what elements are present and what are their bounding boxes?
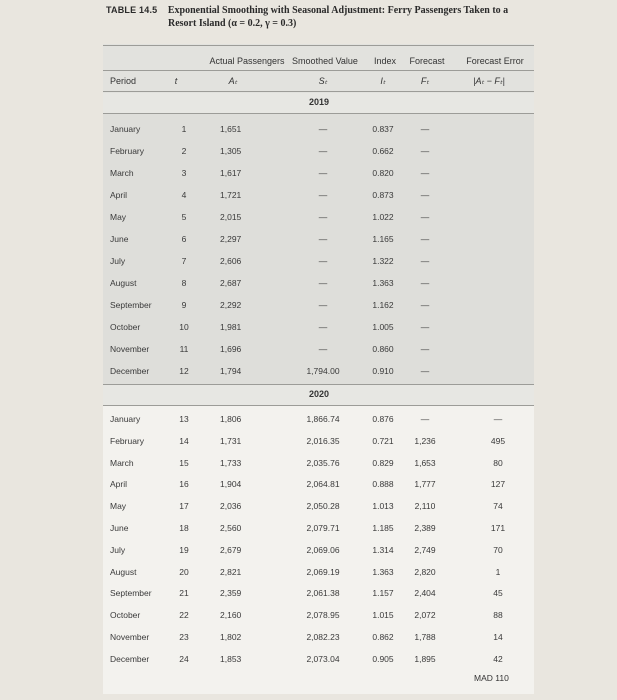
actual-cell: 2,679 [220,544,242,555]
table-row [103,120,534,142]
actual-cell: 1,853 [220,653,242,664]
t-cell: 1 [181,124,187,134]
forecast-cell: 1,895 [414,653,436,664]
period-cell: July [110,544,126,555]
actual-cell: 1,794 [220,366,242,376]
index-cell: 0.662 [372,146,394,156]
table-row [103,475,534,497]
forecast-cell: — [420,278,430,288]
period-cell: May [110,501,127,512]
table-row [103,362,534,384]
forecast-cell: — [420,366,430,376]
table-row [103,252,534,274]
smoothed-cell: — [318,124,328,134]
header-smoothed-symbol: Sₜ [318,76,328,86]
t-cell: 7 [181,256,187,266]
index-cell: 1.363 [372,278,394,288]
error-cell: 42 [493,653,503,664]
table-row [103,432,534,454]
actual-cell: 1,731 [220,435,242,446]
index-cell: 1.013 [372,501,394,512]
table-row [103,318,534,340]
t-cell: 4 [181,190,187,200]
period-cell: November [110,632,150,642]
actual-cell: 2,606 [220,256,242,266]
forecast-cell: — [420,322,430,332]
smoothed-cell: 2,073.04 [306,653,340,664]
actual-cell: 2,359 [220,588,242,599]
period-cell: February [110,146,145,156]
t-cell: 23 [179,632,189,642]
t-cell: 17 [179,501,189,512]
error-cell: 171 [490,523,506,533]
table-row [103,164,534,186]
table-row [103,296,534,318]
index-cell: 0.721 [372,435,394,446]
t-cell: 3 [181,168,187,178]
forecast-cell: 2,389 [414,523,436,533]
period-cell: August [110,278,137,288]
t-cell: 12 [179,366,189,376]
index-cell: 0.837 [372,124,394,134]
period-cell: April [110,190,128,200]
forecast-cell: — [420,190,430,200]
smoothed-cell: 2,035.76 [306,457,340,468]
forecast-cell: 2,749 [414,544,436,555]
t-cell: 5 [181,212,187,222]
actual-cell: 1,305 [220,146,242,156]
forecast-cell: — [420,212,430,222]
forecast-cell: 2,404 [414,588,436,599]
table-row [103,650,534,672]
period-cell: October [110,322,141,332]
index-cell: 1.363 [372,566,394,577]
period-cell: August [110,566,137,577]
table-row [103,410,534,432]
actual-cell: 1,721 [220,190,242,200]
mad-value: MAD 110 [474,673,509,683]
table-row [103,454,534,476]
period-cell: June [110,523,129,533]
period-cell: December [110,653,150,664]
error-cell: 74 [493,501,503,512]
period-cell: June [110,234,129,244]
actual-cell: 2,292 [220,300,242,310]
index-cell: 0.910 [372,366,394,376]
index-cell: 0.905 [372,653,394,664]
header-index: Index [373,56,397,66]
t-cell: 19 [179,544,189,555]
error-cell: 14 [493,632,503,642]
table-subtitle: Resort Island (α = 0.2, γ = 0.3) [168,18,297,29]
period-cell: May [110,212,127,222]
table-title: Exponential Smoothing with Seasonal Adjustment: Ferry Passengers Taken to a [167,5,509,16]
actual-cell: 1,904 [220,479,242,490]
actual-cell: 2,560 [220,523,242,533]
index-cell: 0.862 [372,632,394,642]
header-error: Forecast Error [466,56,524,66]
error-cell: 495 [490,435,506,446]
table-caption [106,4,566,30]
smoothed-cell: 2,082.23 [306,632,340,642]
year-label: 2019 [309,97,330,107]
index-cell: 0.873 [372,190,394,200]
forecast-cell: 2,072 [414,610,436,621]
table-row [103,186,534,208]
table-row [103,208,534,230]
period-cell: January [110,414,141,424]
error-cell: 80 [493,457,503,468]
actual-cell: 1,617 [220,168,242,178]
table-row [103,230,534,252]
actual-cell: 2,036 [220,501,242,512]
period-cell: December [110,366,150,376]
year-row-2019 [103,93,534,113]
actual-cell: 2,160 [220,610,242,621]
rows-2019 [103,114,534,384]
index-cell: 1.015 [372,610,394,621]
forecast-cell: — [420,256,430,266]
t-cell: 16 [179,479,189,490]
error-cell: 70 [493,544,503,555]
period-cell: July [110,256,126,266]
period-cell: November [110,344,150,354]
rows-2020 [103,406,534,670]
header-actual-symbol: Aₜ [228,76,238,86]
index-cell: 1.157 [372,588,394,599]
t-cell: 6 [181,234,187,244]
smoothed-cell: 1,794.00 [306,366,340,376]
table-row [103,606,534,628]
table-row [103,584,534,606]
t-cell: 2 [181,146,187,156]
error-cell: — [493,414,503,424]
year-label: 2020 [309,389,330,399]
actual-cell: 1,981 [220,322,242,332]
smoothed-cell: — [318,322,328,332]
t-cell: 13 [179,414,189,424]
t-cell: 20 [179,566,189,577]
header-t: t [174,76,178,86]
table-row [103,563,534,585]
period-cell: September [110,588,152,599]
smoothed-cell: — [318,146,328,156]
smoothed-cell: 2,050.28 [306,501,340,512]
smoothed-cell: — [318,344,328,354]
error-cell: 1 [495,566,501,577]
forecast-cell: — [420,234,430,244]
t-cell: 9 [181,300,187,310]
table-row [103,142,534,164]
table-row [103,340,534,362]
actual-cell: 2,015 [220,212,242,222]
header-forecast: Forecast [409,56,445,66]
table-row [103,519,534,541]
actual-cell: 1,696 [220,344,242,354]
smoothed-cell: — [318,212,328,222]
data-table [103,44,534,694]
t-cell: 11 [179,344,189,354]
index-cell: 0.876 [372,414,394,424]
period-cell: March [110,168,134,178]
table-number: TABLE 14.5 [106,5,158,15]
period-cell: January [110,124,141,134]
error-cell: 45 [493,588,503,599]
index-cell: 1.185 [372,523,394,533]
smoothed-cell: — [318,278,328,288]
forecast-cell: — [420,146,430,156]
forecast-cell: 1,788 [414,632,436,642]
forecast-cell: 1,236 [414,435,436,446]
forecast-cell: 1,777 [414,479,436,490]
actual-cell: 2,297 [220,234,242,244]
header-index-symbol: Iₜ [380,76,386,86]
t-cell: 8 [181,278,187,288]
actual-cell: 2,687 [220,278,242,288]
actual-cell: 1,651 [220,124,242,134]
period-cell: February [110,435,145,446]
smoothed-cell: 2,064.81 [306,479,340,490]
index-cell: 0.820 [372,168,394,178]
smoothed-cell: — [318,300,328,310]
smoothed-cell: — [318,234,328,244]
smoothed-cell: 2,061.38 [306,588,340,599]
index-cell: 1.165 [372,234,394,244]
actual-cell: 2,821 [220,566,242,577]
smoothed-cell: 2,069.19 [306,566,340,577]
header-forecast-symbol: Fₜ [420,76,430,86]
t-cell: 22 [179,610,189,621]
index-cell: 1.162 [372,300,394,310]
header-smoothed: Smoothed Value [292,56,358,66]
period-cell: October [110,610,141,621]
forecast-cell: — [420,414,430,424]
t-cell: 24 [179,653,189,664]
period-cell: March [110,457,134,468]
forecast-cell: — [420,344,430,354]
table-row [103,628,534,650]
t-cell: 18 [179,523,189,533]
t-cell: 14 [179,435,189,446]
year-row-2020 [103,385,534,405]
header-error-symbol: |Aₜ − Fₜ| [473,76,505,86]
smoothed-cell: — [318,256,328,266]
smoothed-cell: 2,016.35 [306,435,340,446]
index-cell: 0.829 [372,457,394,468]
smoothed-cell: — [318,190,328,200]
smoothed-cell: 1,866.74 [306,414,340,424]
index-cell: 1.322 [372,256,394,266]
forecast-cell: — [420,124,430,134]
actual-cell: 1,806 [220,414,242,424]
index-cell: 1.022 [372,212,394,222]
header-period: Period [110,76,137,86]
actual-cell: 1,802 [220,632,242,642]
forecast-cell: 1,653 [414,457,436,468]
index-cell: 1.314 [372,544,394,555]
table-row [103,497,534,519]
error-cell: 127 [490,479,506,490]
index-cell: 0.888 [372,479,394,490]
period-cell: April [110,479,128,490]
actual-cell: 1,733 [220,457,242,468]
header-actual: Actual Passengers [209,56,285,66]
smoothed-cell: — [318,168,328,178]
t-cell: 15 [179,457,189,468]
error-cell: 88 [493,610,503,621]
smoothed-cell: 2,069.06 [306,544,340,555]
index-cell: 1.005 [372,322,394,332]
index-cell: 0.860 [372,344,394,354]
forecast-cell: 2,110 [414,501,436,512]
forecast-cell: — [420,300,430,310]
smoothed-cell: 2,079.71 [306,523,340,533]
table-row [103,274,534,296]
period-cell: September [110,300,152,310]
t-cell: 21 [179,588,189,599]
t-cell: 10 [179,322,189,332]
forecast-cell: — [420,168,430,178]
forecast-cell: 2,820 [414,566,436,577]
table-row [103,541,534,563]
smoothed-cell: 2,078.95 [306,610,340,621]
